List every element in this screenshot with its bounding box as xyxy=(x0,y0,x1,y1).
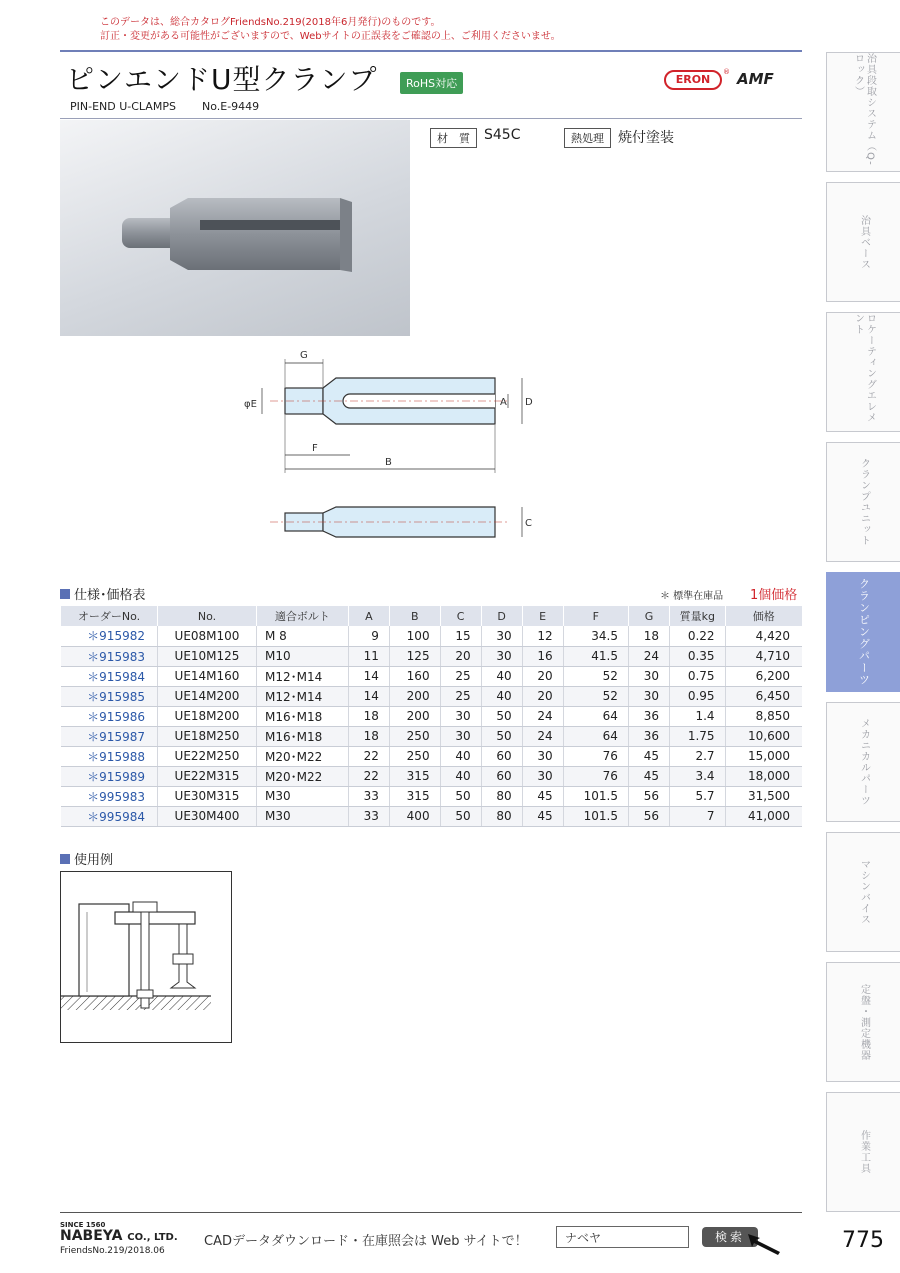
table-cell: 1.75 xyxy=(669,726,725,746)
spec-column-header: オーダーNo. xyxy=(61,606,158,626)
table-row xyxy=(61,766,803,786)
table-cell: 9 xyxy=(348,626,389,646)
table-cell: 31,500 xyxy=(725,786,802,806)
spec-heading xyxy=(60,584,146,603)
table-cell: 20 xyxy=(522,686,563,706)
dim-label-g: G xyxy=(300,350,308,361)
table-row xyxy=(61,726,803,746)
search-input[interactable] xyxy=(556,1226,689,1248)
table-cell: 18 xyxy=(348,726,389,746)
table-cell: 16 xyxy=(522,646,563,666)
cad-download-message: CADデータダウンロード・在庫照会は Web サイトで！ xyxy=(204,1234,528,1249)
catalog-notice xyxy=(100,16,561,44)
side-tab[interactable] xyxy=(826,702,900,822)
eron-registered-mark: ® xyxy=(723,68,730,76)
table-cell: 100 xyxy=(389,626,440,646)
dim-label-e: φE xyxy=(244,399,257,410)
order-number-link[interactable]: ＊995984 xyxy=(61,806,158,826)
table-cell: 30 xyxy=(628,666,669,686)
table-cell: 200 xyxy=(389,706,440,726)
table-cell: 25 xyxy=(440,666,481,686)
table-cell: 33 xyxy=(348,786,389,806)
rohs-badge: RoHS対応 xyxy=(400,72,463,94)
cursor-arrow-icon xyxy=(746,1232,782,1256)
table-cell: UE22M315 xyxy=(157,766,256,786)
table-cell: 33 xyxy=(348,806,389,826)
technical-drawing xyxy=(240,345,540,555)
spec-column-header: 適合ボルト xyxy=(257,606,349,626)
stock-legend: ＊ 標準在庫品 xyxy=(660,591,724,602)
notice-line-1: このデータは、総合カタログFriendsNo.219(2018年6月発行)のものです。 xyxy=(100,17,441,28)
dim-label-a: A xyxy=(500,397,507,408)
table-cell: 40 xyxy=(481,686,522,706)
table-cell: 6,450 xyxy=(725,686,802,706)
table-row xyxy=(61,786,803,806)
table-cell: 3.4 xyxy=(669,766,725,786)
table-cell: 6,200 xyxy=(725,666,802,686)
spec-column-header: E xyxy=(522,606,563,626)
table-row xyxy=(61,806,803,826)
table-cell: UE08M100 xyxy=(157,626,256,646)
amf-logo: AMF xyxy=(737,70,774,88)
table-cell: 24 xyxy=(628,646,669,666)
u-clamp-render xyxy=(60,120,410,336)
spec-column-header: F xyxy=(563,606,628,626)
table-cell: 52 xyxy=(563,666,628,686)
order-number-link[interactable]: ＊915987 xyxy=(61,726,158,746)
usage-heading-text: 使用例 xyxy=(74,853,114,868)
company-name-main: NABEYA xyxy=(60,1228,123,1244)
table-cell: 0.22 xyxy=(669,626,725,646)
table-cell: 30 xyxy=(481,626,522,646)
side-tab[interactable] xyxy=(826,442,900,562)
since-label: SINCE 1560 xyxy=(60,1221,106,1229)
table-cell: 36 xyxy=(628,726,669,746)
dim-label-b: B xyxy=(385,457,392,468)
order-number-link[interactable]: ＊915985 xyxy=(61,686,158,706)
table-cell: 64 xyxy=(563,706,628,726)
table-cell: M30 xyxy=(257,786,349,806)
table-cell: 56 xyxy=(628,786,669,806)
eron-logo: ERON xyxy=(664,70,722,90)
side-tab[interactable] xyxy=(826,962,900,1082)
side-tab-label: 治具ベース xyxy=(858,214,870,270)
table-row xyxy=(61,686,803,706)
order-number-link[interactable]: ＊995983 xyxy=(61,786,158,806)
table-cell: 11 xyxy=(348,646,389,666)
table-cell: 18 xyxy=(348,706,389,726)
side-tab-label: クランピングパーツ xyxy=(857,578,871,686)
table-cell: UE30M400 xyxy=(157,806,256,826)
table-cell: 14 xyxy=(348,686,389,706)
table-cell: M12･M14 xyxy=(257,666,349,686)
table-cell: 56 xyxy=(628,806,669,826)
table-cell: 45 xyxy=(628,746,669,766)
table-cell: 0.95 xyxy=(669,686,725,706)
side-tab-label: 定盤・測定機器 xyxy=(858,983,870,1061)
table-cell: 14 xyxy=(348,666,389,686)
table-cell: M20･M22 xyxy=(257,766,349,786)
table-cell: UE22M250 xyxy=(157,746,256,766)
table-cell: 80 xyxy=(481,786,522,806)
table-cell: 30 xyxy=(628,686,669,706)
spec-column-header: G xyxy=(628,606,669,626)
table-cell: M16･M18 xyxy=(257,706,349,726)
company-name xyxy=(60,1228,178,1244)
table-cell: 30 xyxy=(440,706,481,726)
table-cell: 22 xyxy=(348,766,389,786)
order-number-link[interactable]: ＊915989 xyxy=(61,766,158,786)
table-cell: UE18M250 xyxy=(157,726,256,746)
side-tab[interactable] xyxy=(826,52,900,172)
section-marker-icon xyxy=(60,854,70,864)
spec-column-header: A xyxy=(348,606,389,626)
usage-illustration xyxy=(61,872,231,1042)
product-photo xyxy=(60,120,410,336)
table-cell: 40 xyxy=(481,666,522,686)
spec-column-header: 価格 xyxy=(725,606,802,626)
table-cell: 20 xyxy=(522,666,563,686)
order-number-link[interactable]: ＊915982 xyxy=(61,626,158,646)
side-tab-label: 治具段取システム（Q-ロック） xyxy=(852,53,876,166)
table-cell: 250 xyxy=(389,746,440,766)
table-cell: 36 xyxy=(628,706,669,726)
side-tab[interactable] xyxy=(826,832,900,952)
side-tab-label: メカニカルパーツ xyxy=(858,718,870,806)
table-cell: 2.7 xyxy=(669,746,725,766)
order-number-link[interactable]: ＊915984 xyxy=(61,666,158,686)
spec-column-header: C xyxy=(440,606,481,626)
table-cell: 25 xyxy=(440,686,481,706)
table-cell: 24 xyxy=(522,706,563,726)
table-cell: 76 xyxy=(563,766,628,786)
table-cell: 34.5 xyxy=(563,626,628,646)
table-cell: 1.4 xyxy=(669,706,725,726)
usage-example-figure xyxy=(60,871,232,1043)
material-label: 材 質 xyxy=(430,128,477,148)
table-cell: 15 xyxy=(440,626,481,646)
table-cell: 60 xyxy=(481,766,522,786)
side-tab-label: 作業工具 xyxy=(858,1130,870,1174)
table-cell: 4,420 xyxy=(725,626,802,646)
table-cell: 160 xyxy=(389,666,440,686)
table-cell: M20･M22 xyxy=(257,746,349,766)
table-cell: 52 xyxy=(563,686,628,706)
table-cell: 64 xyxy=(563,726,628,746)
table-cell: 50 xyxy=(481,726,522,746)
page-number: 775 xyxy=(842,1228,884,1253)
spec-heading-text: 仕様･価格表 xyxy=(74,588,146,603)
table-cell: 5.7 xyxy=(669,786,725,806)
catalog-edition: FriendsNo.219/2018.06 xyxy=(60,1246,165,1256)
table-cell: UE10M125 xyxy=(157,646,256,666)
table-cell: 24 xyxy=(522,726,563,746)
table-cell: 20 xyxy=(440,646,481,666)
side-tab-label: ロケーティングエレメント xyxy=(852,313,876,423)
table-cell: 60 xyxy=(481,746,522,766)
table-cell: 41,000 xyxy=(725,806,802,826)
table-row xyxy=(61,666,803,686)
table-cell: 4,710 xyxy=(725,646,802,666)
table-row xyxy=(61,646,803,666)
table-cell: UE30M315 xyxy=(157,786,256,806)
spec-column-header: No. xyxy=(157,606,256,626)
dim-label-f: F xyxy=(312,443,318,454)
table-cell: 30 xyxy=(522,746,563,766)
order-number-link[interactable]: ＊915986 xyxy=(61,706,158,726)
search-button[interactable]: 検索 xyxy=(702,1227,758,1247)
table-cell: 200 xyxy=(389,686,440,706)
side-tab-label: マシンバイス xyxy=(858,859,870,925)
table-cell: 101.5 xyxy=(563,806,628,826)
table-cell: 40 xyxy=(440,766,481,786)
notice-line-2: 訂正・変更がある可能性がございますので、Webサイトの正誤表をご確認の上、ご利用くださいませ。 xyxy=(100,31,561,42)
table-cell: 101.5 xyxy=(563,786,628,806)
table-cell: 15,000 xyxy=(725,746,802,766)
table-cell: 250 xyxy=(389,726,440,746)
section-marker-icon xyxy=(60,589,70,599)
table-cell: 12 xyxy=(522,626,563,646)
table-cell: 8,850 xyxy=(725,706,802,726)
usage-heading xyxy=(60,849,113,868)
page-subtitle-en: PIN-END U-CLAMPS xyxy=(70,100,176,113)
side-tab[interactable] xyxy=(826,1092,900,1212)
heat-treatment-label: 熱処理 xyxy=(564,128,611,148)
table-row xyxy=(61,746,803,766)
table-row xyxy=(61,706,803,726)
dim-label-c: C xyxy=(525,518,532,529)
table-cell: 45 xyxy=(628,766,669,786)
table-cell: 41.5 xyxy=(563,646,628,666)
table-cell: 0.35 xyxy=(669,646,725,666)
table-cell: 76 xyxy=(563,746,628,766)
table-cell: M12･M14 xyxy=(257,686,349,706)
spec-column-header: 質量kg xyxy=(669,606,725,626)
header-divider xyxy=(60,50,802,52)
table-cell: 45 xyxy=(522,806,563,826)
table-cell: 50 xyxy=(440,786,481,806)
side-tab-label: クランプユニット xyxy=(858,458,870,546)
table-cell: M30 xyxy=(257,806,349,826)
table-cell: M16･M18 xyxy=(257,726,349,746)
table-cell: 40 xyxy=(440,746,481,766)
spec-table-header xyxy=(61,606,803,626)
subheader-divider xyxy=(60,118,802,119)
table-cell: 18 xyxy=(628,626,669,646)
table-cell: 315 xyxy=(389,786,440,806)
side-tab[interactable] xyxy=(826,572,900,692)
order-number-link[interactable]: ＊915988 xyxy=(61,746,158,766)
spec-table-body xyxy=(61,626,803,826)
table-cell: 45 xyxy=(522,786,563,806)
table-cell: 400 xyxy=(389,806,440,826)
table-cell: 315 xyxy=(389,766,440,786)
model-number: No.E-9449 xyxy=(202,100,260,113)
side-tab[interactable] xyxy=(826,312,900,432)
company-name-suffix: CO., LTD. xyxy=(127,1232,178,1243)
table-cell: M10 xyxy=(257,646,349,666)
table-cell: 30 xyxy=(522,766,563,786)
footer-divider xyxy=(60,1212,802,1213)
table-cell: 30 xyxy=(481,646,522,666)
table-cell: 50 xyxy=(440,806,481,826)
table-row xyxy=(61,626,803,646)
spec-table xyxy=(60,606,802,827)
table-cell: 50 xyxy=(481,706,522,726)
page-title: ピンエンドU型クランプ xyxy=(66,63,378,96)
spec-column-header: D xyxy=(481,606,522,626)
table-cell: 80 xyxy=(481,806,522,826)
table-cell: UE14M160 xyxy=(157,666,256,686)
order-number-link[interactable]: ＊915983 xyxy=(61,646,158,666)
table-cell: 22 xyxy=(348,746,389,766)
table-cell: M 8 xyxy=(257,626,349,646)
table-cell: 125 xyxy=(389,646,440,666)
material-value: S45C xyxy=(484,127,521,143)
table-cell: UE18M200 xyxy=(157,706,256,726)
heat-treatment-value: 焼付塗装 xyxy=(618,130,674,146)
table-cell: 30 xyxy=(440,726,481,746)
price-unit-note: 1個価格 xyxy=(750,588,798,603)
side-tab[interactable] xyxy=(826,182,900,302)
dim-label-d: D xyxy=(525,397,533,408)
table-cell: 0.75 xyxy=(669,666,725,686)
table-cell: 18,000 xyxy=(725,766,802,786)
table-cell: 7 xyxy=(669,806,725,826)
spec-column-header: B xyxy=(389,606,440,626)
table-cell: 10,600 xyxy=(725,726,802,746)
table-cell: UE14M200 xyxy=(157,686,256,706)
